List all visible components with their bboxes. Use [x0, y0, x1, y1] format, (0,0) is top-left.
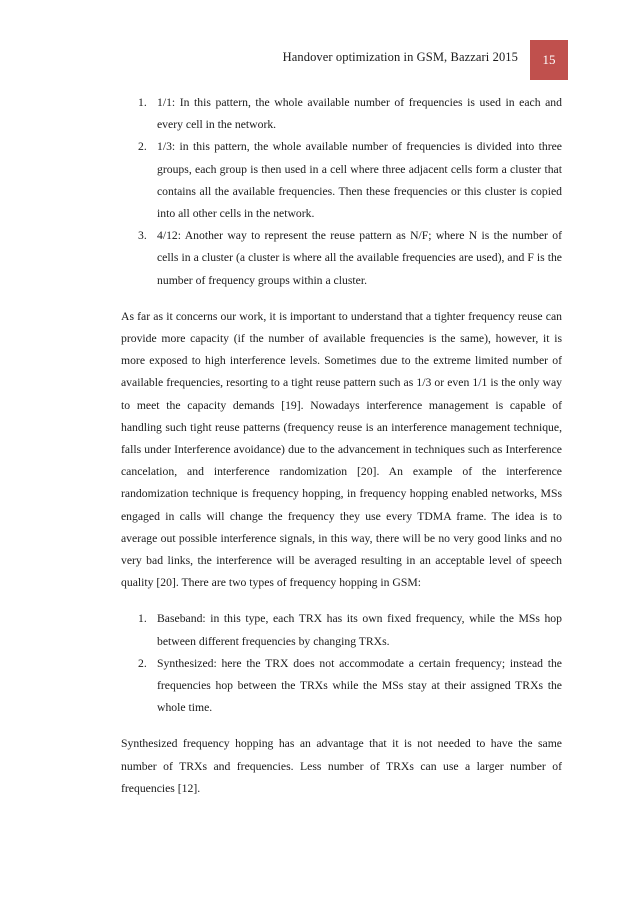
list-item-number: 3.	[138, 229, 147, 243]
list-item-number: 2.	[138, 656, 147, 670]
list-item	[121, 92, 562, 136]
list-item-number: 2.	[138, 140, 147, 154]
list-item	[121, 653, 562, 720]
page-header	[283, 40, 568, 80]
list-item	[121, 225, 562, 292]
body-paragraph: Synthesized frequency hopping has an advantage that it is not needed to have the same number of TRXs and frequencies. Less number of TRXs can use a larger number of frequencies [12].	[121, 737, 562, 795]
reuse-pattern-list	[121, 92, 562, 292]
list-item	[121, 608, 562, 652]
list-item-number: 1.	[138, 96, 147, 109]
header-title: Handover optimization in GSM, Bazzari 2015	[282, 49, 518, 64]
page-body	[121, 92, 562, 800]
page-number-badge: 15	[530, 40, 568, 80]
list-item	[121, 136, 562, 225]
list-item-number: 1.	[138, 612, 147, 626]
hopping-types-list	[121, 608, 562, 719]
list-item-text: 1/3: in this pattern, the whole available number of frequencies is divided into three groups, each group is then used in a cell where three adjacent cells form a cluster that contains all the available frequencies. Then these frequencies or this cluster is copied into all other cells in the network.	[157, 140, 562, 221]
list-item-text: 1/1: In this pattern, the whole available number of frequencies is used in each and every cell in the network.	[157, 96, 562, 132]
list-item-text: Synthesized: here the TRX does not accommodate a certain frequency; instead the frequencies hop between the TRXs while the MSs stay at their assigned TRXs the whole time.	[157, 656, 562, 715]
body-paragraph: As far as it concerns our work, it is important to understand that a tighter frequency reuse can provide more capacity (if the number of available frequencies is the same), however, it is more exposed to high interference levels. Sometimes due to the extreme limited number of available frequencies, resorting to a tight reuse pattern such as 1/3 or even 1/1 is the only way to meet the capacity demands [19]. Nowadays interference management is capable of handling such tight reuse patterns (frequency reuse is an interference management technique, falls under Interference avoidance) due to the advancement in techniques such as Interference cancelation, and interference randomization [20]. An example of the interference randomization technique is frequency hopping, in frequency hopping enabled networks, MSs engaged in calls will change the frequency they use every TDMA frame. The idea is to average out possible interference signals, in this way, there will be no very good links and no very bad links, the interference will be averaged resulting in an acceptable level of speech quality [20]. There are two types of frequency hopping in GSM:	[121, 309, 562, 590]
list-item-text: Baseband: in this type, each TRX has its own fixed frequency, while the MSs hop between different frequencies by changing TRXs.	[157, 612, 562, 648]
list-item-text: 4/12: Another way to represent the reuse pattern as N/F; where N is the number of cells in a cluster (a cluster is where all the available frequencies are used), and F is the number of frequency groups within a cluster.	[157, 229, 562, 287]
